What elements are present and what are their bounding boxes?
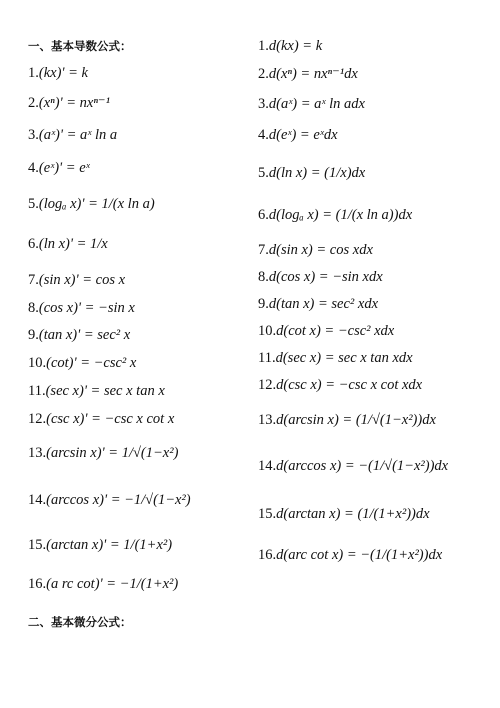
derivative-formula: 6. (ln x)' = 1/x	[28, 236, 108, 252]
differential-formula: 15. d(arctan x) = (1/(1+x²))dx	[258, 506, 430, 522]
derivative-formula: 1. (kx)' = k	[28, 65, 88, 81]
derivative-formula: 13. (arcsin x)' = 1/√(1−x²)	[28, 445, 179, 461]
derivative-formula: 8. (cos x)' = −sin x	[28, 300, 135, 316]
differential-formula: 13. d(arcsin x) = (1/√(1−x²))dx	[258, 412, 436, 428]
differential-formula: 7. d(sin x) = cos xdx	[258, 242, 373, 258]
heading-derivatives: 一、基本导数公式：	[28, 39, 132, 53]
differential-formula: 6. d(logₐ x) = (1/(x ln a))dx	[258, 207, 413, 223]
differential-formula: 8. d(cos x) = −sin xdx	[258, 269, 383, 285]
derivative-formula: 16. (a rc cot)' = −1/(1+x²)	[28, 576, 179, 592]
derivative-formula: 2. (xⁿ)' = nxⁿ⁻¹	[28, 95, 110, 111]
differential-formula: 14. d(arccos x) = −(1/√(1−x²))dx	[258, 458, 449, 474]
derivative-formula: 14. (arccos x)' = −1/√(1−x²)	[28, 492, 191, 508]
derivative-formula: 4. (eˣ)' = eˣ	[28, 160, 90, 176]
differential-formula: 10. d(cot x) = −csc² xdx	[258, 323, 395, 339]
differential-formula: 16. d(arc cot x) = −(1/(1+x²))dx	[258, 547, 443, 563]
derivative-formula: 15. (arctan x)' = 1/(1+x²)	[28, 537, 173, 553]
differential-formula: 9. d(tan x) = sec² xdx	[258, 296, 379, 312]
differential-formula: 5. d(ln x) = (1/x)dx	[258, 165, 366, 181]
differential-formula: 1. d(kx) = k	[258, 38, 323, 54]
derivative-formula: 12. (csc x)' = −csc x cot x	[28, 411, 175, 427]
differential-formula: 4. d(eˣ) = eˣdx	[258, 127, 338, 143]
derivative-formula: 5. (logₐ x)' = 1/(x ln a)	[28, 196, 155, 212]
derivative-formula: 7. (sin x)' = cos x	[28, 272, 126, 288]
derivative-formula: 9. (tan x)' = sec² x	[28, 327, 131, 343]
differential-formula: 2. d(xⁿ) = nxⁿ⁻¹dx	[258, 66, 358, 82]
differential-formula: 3. d(aˣ) = aˣ ln adx	[258, 96, 365, 112]
derivative-formula: 11. (sec x)' = sec x tan x	[28, 383, 165, 399]
derivative-formula: 10. (cot)' = −csc² x	[28, 355, 137, 371]
differential-formula: 11. d(sec x) = sec x tan xdx	[258, 350, 413, 366]
derivative-formula: 3. (aˣ)' = aˣ ln a	[28, 127, 118, 143]
differential-formula: 12. d(csc x) = −csc x cot xdx	[258, 377, 423, 393]
heading-differentials: 二、基本微分公式：	[28, 615, 132, 629]
